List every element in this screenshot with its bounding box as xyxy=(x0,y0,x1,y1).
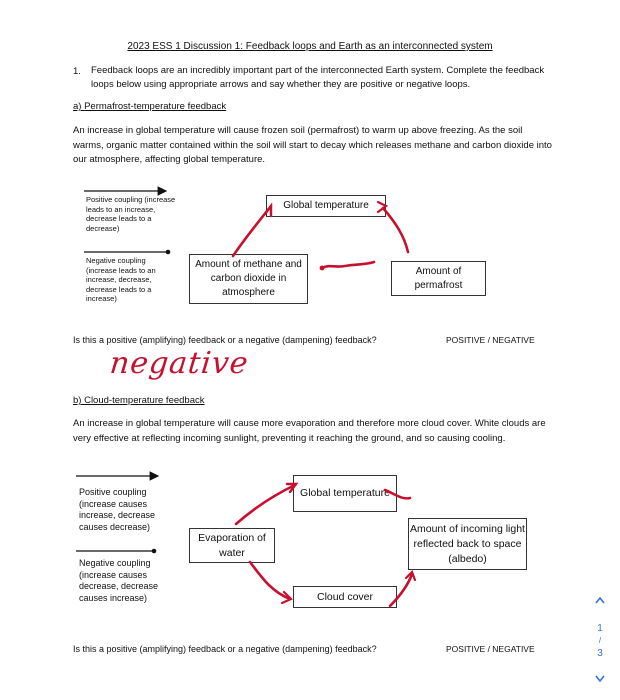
page-current: 1 xyxy=(597,623,603,634)
part-b-paragraph: An increase in global temperature will cause more evaporation and therefore more cloud cover. White clouds are very effective at reflecting incoming sunlight, preventing it reaching the ground, and so causing cooling. xyxy=(73,418,546,444)
box-global-temperature-b: Global temperature xyxy=(293,475,397,512)
page-total: 3 xyxy=(597,648,603,659)
chevron-down-icon[interactable] xyxy=(590,675,610,686)
box-albedo: Amount of incoming light reflected back to space (albedo) xyxy=(408,518,527,570)
arrow-cloud-to-albedo xyxy=(390,574,412,606)
question-number: 1. xyxy=(73,66,81,77)
box-evaporation: Evaporation of water xyxy=(189,528,275,563)
part-b-question: Is this a positive (amplifying) feedback or a negative (dampening) feedback? xyxy=(73,644,377,654)
part-a-options: POSITIVE / NEGATIVE xyxy=(446,335,535,345)
chevron-up-icon[interactable] xyxy=(590,596,610,607)
arrow-global-to-albedo xyxy=(385,490,410,498)
part-b-options: POSITIVE / NEGATIVE xyxy=(446,644,535,654)
arrow-evaporation-to-global xyxy=(236,485,295,524)
part-a-paragraph: An increase in global temperature will cause frozen soil (permafrost) to warm up above freezing. As the soil warms, organic matter contained within the soil will start to decay which releases methane and carbon dioxide into our atmosphere, affecting global temperature. xyxy=(73,125,552,165)
box-cloud-cover: Cloud cover xyxy=(293,586,397,608)
part-a-heading: a) Permafrost-temperature feedback xyxy=(73,101,227,112)
legend-negative-coupling: Negative coupling (increase leads to an increase, decrease, decrease leads to a increase) xyxy=(86,256,156,303)
part-b-heading: b) Cloud-temperature feedback xyxy=(73,395,205,406)
box-global-temperature: Global temperature xyxy=(266,195,386,217)
part-a-question: Is this a positive (amplifying) feedback or a negative (dampening) feedback? xyxy=(73,335,377,345)
legend-negative-coupling-b: Negative coupling (increase causes decrease, decrease causes increase) xyxy=(79,558,159,603)
legend-positive-coupling-b: Positive coupling (increase causes increase, decrease causes decrease) xyxy=(79,487,156,532)
handwritten-answer: negative xyxy=(108,346,251,381)
page-separator: / xyxy=(598,636,602,645)
document-title: 2023 ESS 1 Discussion 1: Feedback loops and Earth as an interconnected system xyxy=(127,41,493,52)
box-permafrost: Amount of permafrost xyxy=(391,261,486,296)
question-text: Feedback loops are an incredibly important part of the interconnected Earth system. Complete the feedback loops below using appropriate arrows and say whether they are positive or negative loops. xyxy=(91,65,545,90)
box-methane-co2: Amount of methane and carbon dioxide in atmosphere xyxy=(189,254,308,304)
legend-positive-coupling: Positive coupling (increase leads to an increase, decrease leads to a decrease) xyxy=(86,195,176,233)
